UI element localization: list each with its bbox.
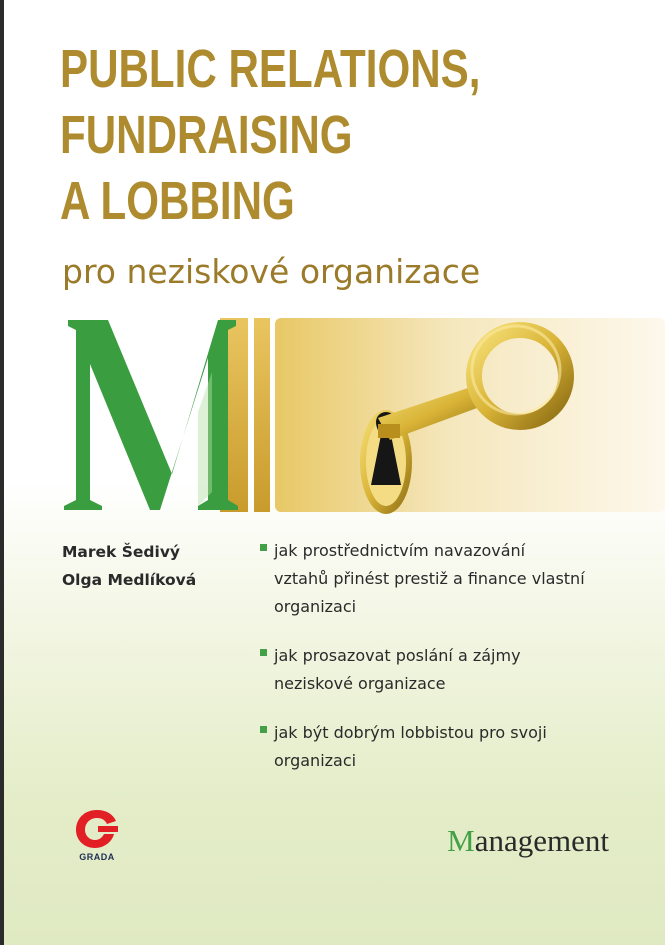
bullet-line: vztahů přinést prestiž a finance vlastní (274, 569, 585, 588)
grada-logo-icon (74, 808, 120, 850)
title-line: FUNDRAISING (60, 105, 353, 165)
bullet-line: organizaci (274, 751, 357, 770)
bullet-square-icon (260, 544, 267, 551)
bullet-square-icon (260, 649, 267, 656)
bullet-line: jak prosazovat poslání a zájmy (274, 646, 521, 665)
cover-illustration (60, 312, 665, 522)
series-initial: M (447, 823, 475, 858)
bullet-line: jak prostřednictvím navazování (274, 541, 526, 560)
title-line: A LOBBING (60, 171, 295, 231)
key-lock-icon (60, 312, 665, 522)
bullet-list (258, 537, 653, 796)
bullet-line: neziskové organizace (274, 674, 446, 693)
bullet-line: organizaci (274, 597, 357, 616)
series-rest: anagement (474, 823, 609, 858)
series-name (447, 823, 609, 859)
bullet-square-icon (260, 726, 267, 733)
authors (62, 538, 196, 594)
author-name: Olga Medlíková (62, 571, 197, 589)
publisher-name: GRADA (79, 852, 115, 862)
author-name: Marek Šedivý (62, 543, 181, 561)
cover-edge (0, 0, 4, 945)
book-subtitle: pro neziskové organizace (62, 252, 481, 291)
title-line: PUBLIC RELATIONS, (60, 39, 481, 99)
bullet-item (258, 537, 653, 621)
bullet-item (258, 642, 653, 698)
bullet-item (258, 719, 653, 775)
book-title (60, 36, 480, 234)
bullet-line: jak být dobrým lobbistou pro svoji (274, 723, 547, 742)
publisher-logo (64, 808, 130, 866)
